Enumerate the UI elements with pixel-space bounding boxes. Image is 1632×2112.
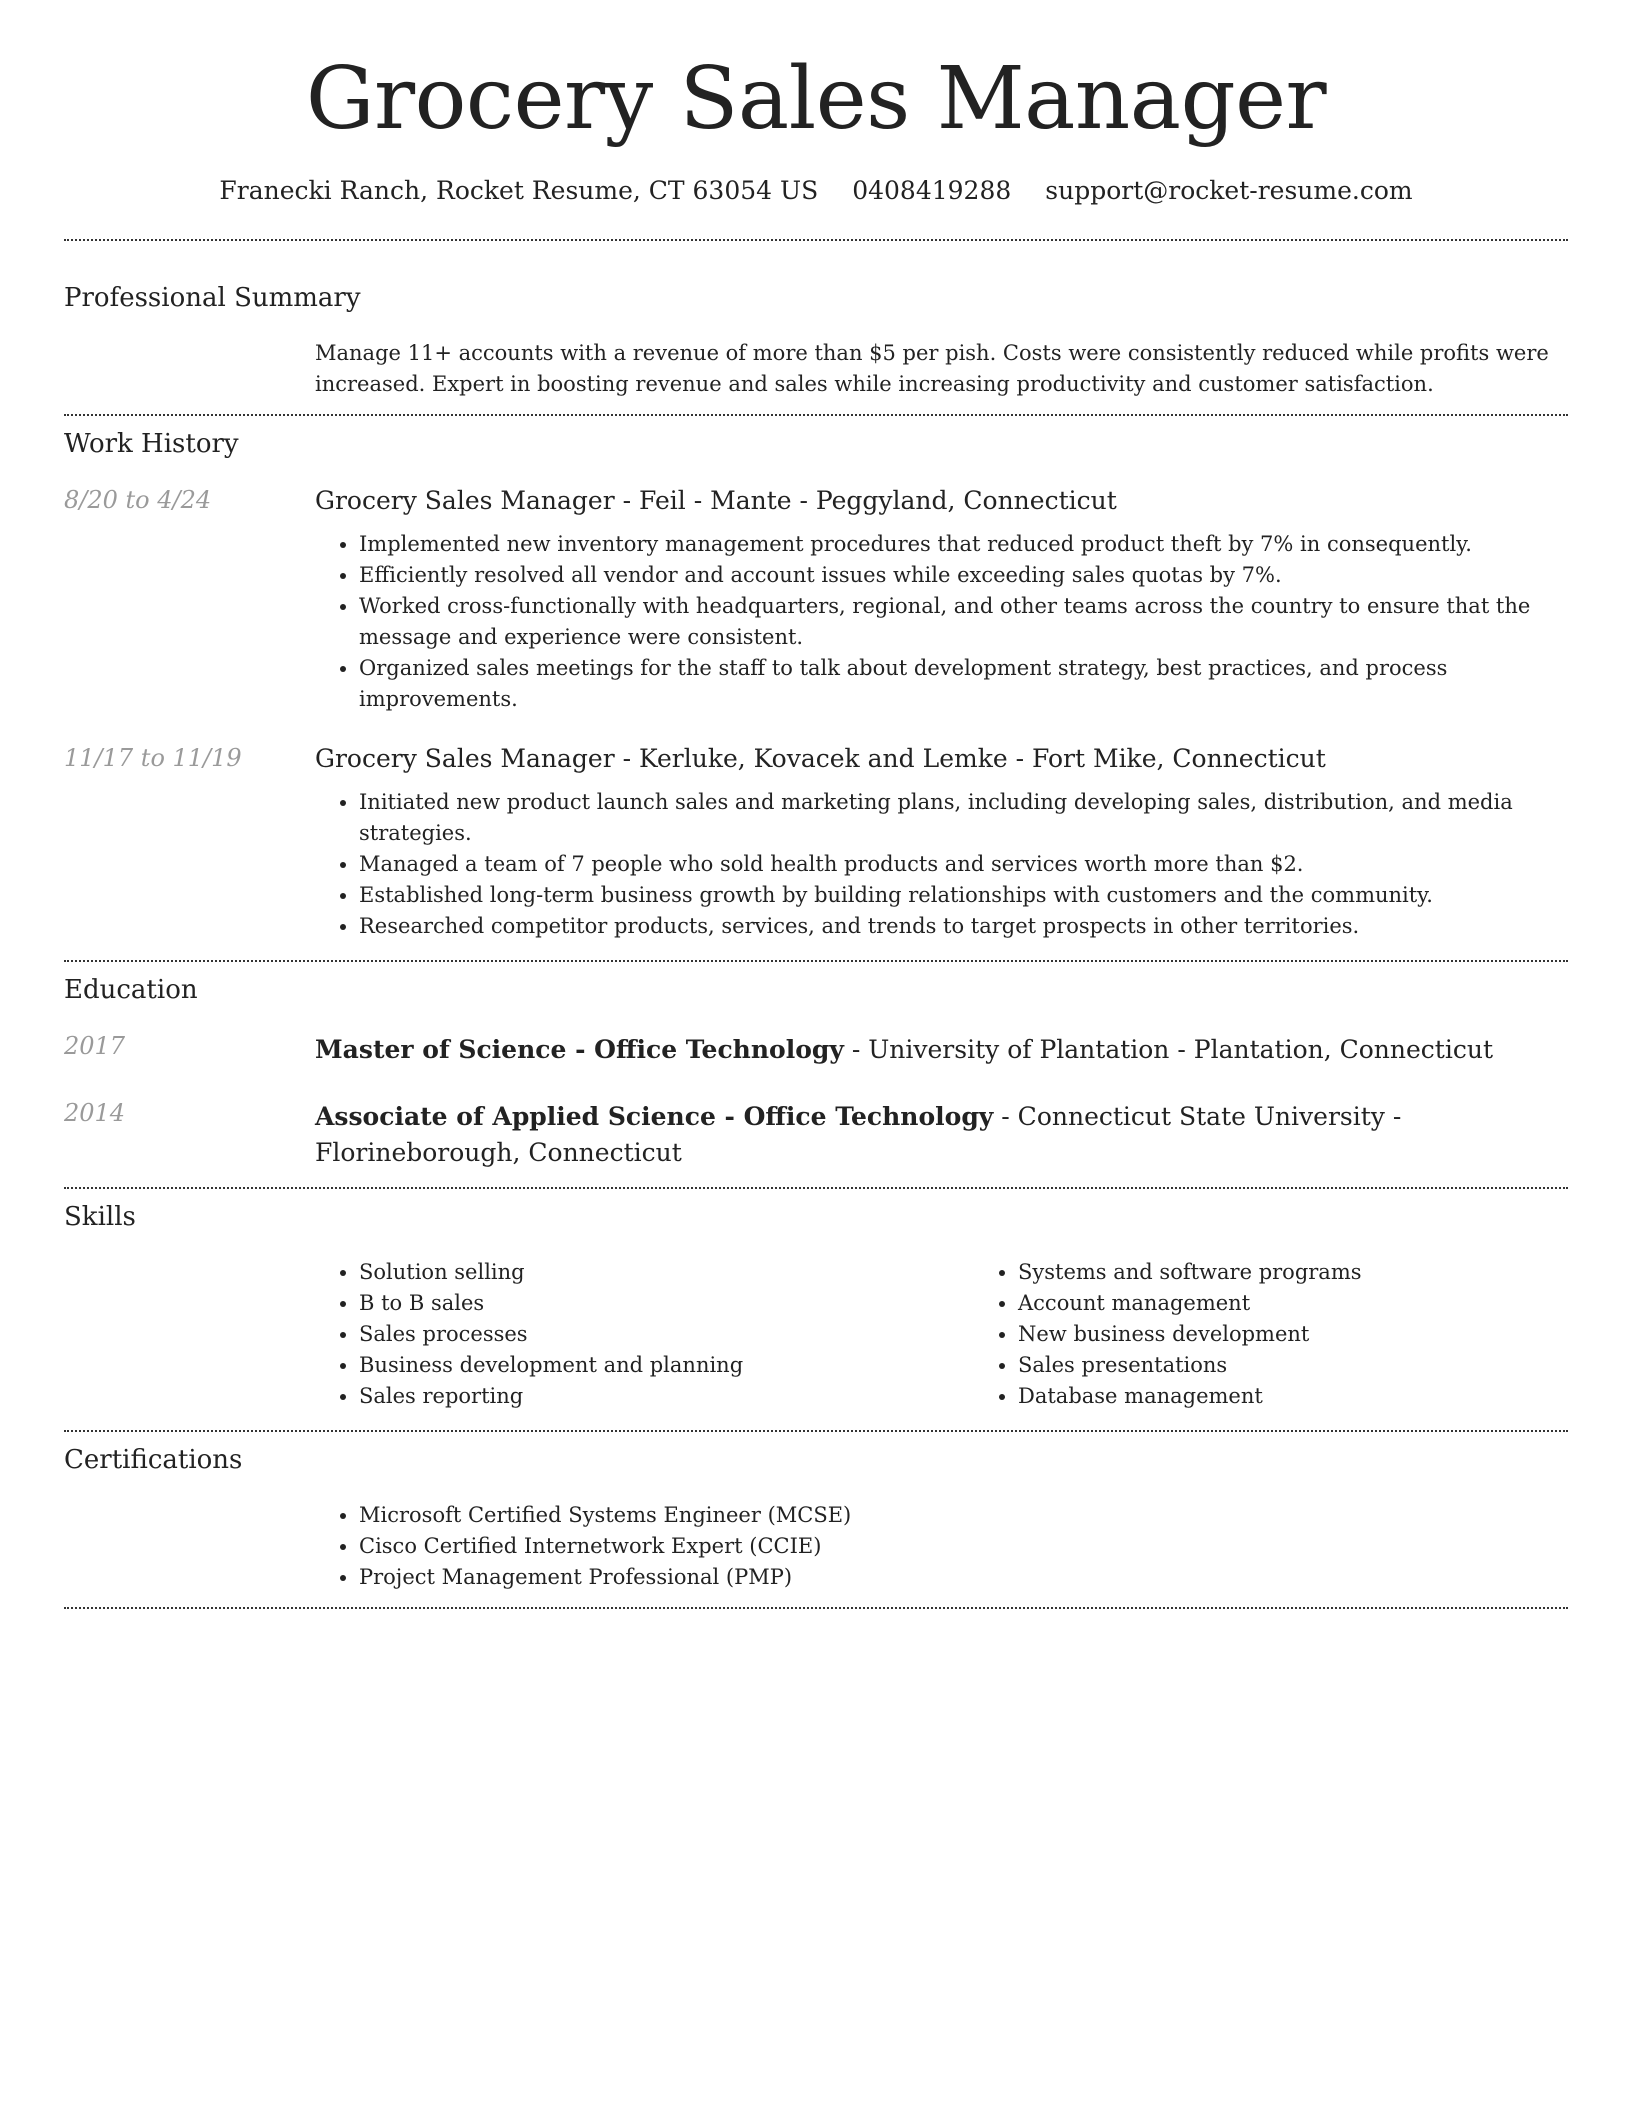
education-year: 2017 xyxy=(64,1032,126,1060)
list-item: • Worked cross-functionally with headquarters, regional, and other teams across the country to ensure that the message and experience were consistent. xyxy=(359,591,1568,653)
education-entry xyxy=(64,1099,1568,1171)
section-title-education: Education xyxy=(64,975,198,1005)
list-item: • Business development and planning xyxy=(359,1350,974,1381)
job-dates: 8/20 to 4/24 xyxy=(64,486,212,514)
list-item: • Implemented new inventory management procedures that reduced product theft by 7% in consequently. xyxy=(359,529,1568,560)
candidate-name: Grocery Sales Manager xyxy=(305,49,1327,149)
divider xyxy=(64,239,1568,241)
education-school: - University of Plantation - Plantation, Connecticut xyxy=(843,1035,1493,1064)
list-item: • Established long-term business growth by building relationships with customers and the community. xyxy=(359,880,1568,911)
skills-list xyxy=(315,1257,1632,1412)
job-bullets xyxy=(315,787,1568,942)
list-item: • B to B sales xyxy=(359,1288,974,1319)
summary-text: Manage 11+ accounts with a revenue of more than $5 per pish. Costs were consistently reduced while profits were increased. Expert in boosting revenue and sales while increasing productivity and customer satisfaction. xyxy=(315,341,1549,396)
list-item: • Solution selling xyxy=(359,1257,974,1288)
list-item: • Researched competitor products, services, and trends to target prospects in other territories. xyxy=(359,911,1568,942)
resume-page xyxy=(64,0,1568,1609)
contact-address: Franecki Ranch, Rocket Resume, CT 63054 US xyxy=(219,176,819,205)
list-item: • Managed a team of 7 people who sold health products and services worth more than $2. xyxy=(359,849,1568,880)
list-item: • Database management xyxy=(1018,1381,1632,1412)
list-item: • New business development xyxy=(1018,1319,1632,1350)
list-item: • Initiated new product launch sales and marketing plans, including developing sales, distribution, and media strategies. xyxy=(359,787,1568,849)
contact-email: support@rocket-resume.com xyxy=(1045,176,1413,205)
divider xyxy=(64,1430,1568,1432)
divider xyxy=(64,960,1568,962)
education-entry xyxy=(64,1032,1568,1068)
education-degree: Master of Science - Office Technology xyxy=(315,1035,844,1064)
education-year: 2014 xyxy=(64,1099,126,1127)
skills-column-right xyxy=(974,1257,1632,1412)
list-item: • Efficiently resolved all vendor and account issues while exceeding sales quotas by 7%. xyxy=(359,560,1568,591)
list-item: • Cisco Certified Internetwork Expert (CCIE) xyxy=(359,1531,1568,1562)
section-title-work: Work History xyxy=(64,429,239,459)
job-bullets xyxy=(315,529,1568,715)
list-item: • Sales reporting xyxy=(359,1381,974,1412)
section-title-skills: Skills xyxy=(64,1202,136,1232)
divider xyxy=(64,1607,1568,1609)
job-heading: Grocery Sales Manager - Feil - Mante - Peggyland, Connecticut xyxy=(315,486,1117,515)
contact-phone: 0408419288 xyxy=(852,176,1012,205)
list-item: • Project Management Professional (PMP) xyxy=(359,1562,1568,1593)
list-item: • Systems and software programs xyxy=(1018,1257,1632,1288)
divider xyxy=(64,1187,1568,1189)
certifications-list xyxy=(315,1500,1568,1593)
education-school: - Connecticut State University - Florineborough, Connecticut xyxy=(315,1102,1402,1167)
job-heading: Grocery Sales Manager - Kerluke, Kovacek and Lemke - Fort Mike, Connecticut xyxy=(315,744,1326,773)
contact-line xyxy=(64,176,1568,205)
list-item: • Sales processes xyxy=(359,1319,974,1350)
section-title-summary: Professional Summary xyxy=(64,283,361,313)
education-degree: Associate of Applied Science - Office Technology xyxy=(315,1102,994,1131)
section-title-certifications: Certifications xyxy=(64,1445,243,1475)
job-entry xyxy=(64,744,1568,942)
skills-column-left xyxy=(315,1257,974,1412)
list-item: • Organized sales meetings for the staff to talk about development strategy, best practices, and process improvements. xyxy=(359,653,1568,715)
list-item: • Sales presentations xyxy=(1018,1350,1632,1381)
divider xyxy=(64,414,1568,416)
list-item: • Account management xyxy=(1018,1288,1632,1319)
job-entry xyxy=(64,486,1568,715)
list-item: • Microsoft Certified Systems Engineer (MCSE) xyxy=(359,1500,1568,1531)
job-dates: 11/17 to 11/19 xyxy=(64,744,242,772)
